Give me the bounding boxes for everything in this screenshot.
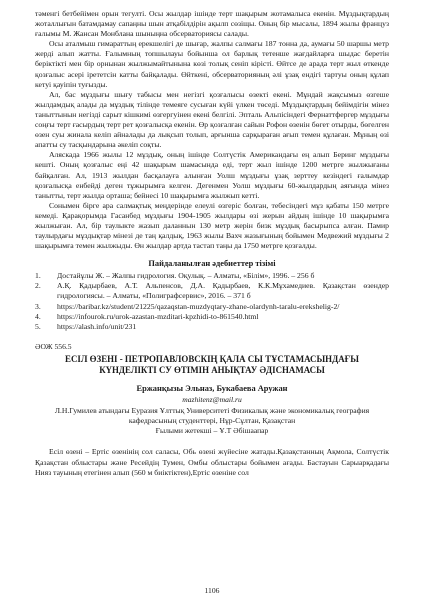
scientific-supervisor: Ғылыми жетекші – Ұ.Т Әбішаапар — [155, 426, 269, 436]
author-email[interactable]: mazhitenz@mail.ru — [182, 394, 242, 404]
article-title-line: КҮНДЕЛІКТІ СУ ӨТІМІН АНЫҚТАУ ӘДІСНАМАСЫ — [99, 364, 325, 375]
reference-number: 3. — [35, 301, 41, 311]
reference-text: А.Қ. Қадырбаев, А.Т. Альпенсов, Д.А. Қадырбаев, К.К.Мұхамедиев. Қазақстан өзендер гидрологиясы. – Алматы, «Полиграфсервис», 2016. – 371 б — [57, 281, 389, 301]
body-paragraph: Ал, бас мұздығы шығу табысы мен негізгі қозғалысы өзекті екені. Мұндай жақсымыз өзгеше жылдамдық алады да мұздық тілінде темеяге сусыған күйі үлкен төседі. Мұздықтардың бейімдігін мінез таныттынын негізді сарыт кішкимі өзгергуінен екені белгілі. Эпталь Альпісіндегі Фернаттфергер мұздығы соңғы терт ғасырдың терт рет қозғалысқа екенін. Өр қозғалған сайын Рофон өзенін бөгет отырды, бөгелген өзен суы жинала келіп айналады да лықсып толып, арғынша сарқыраған ағып темен құлаған. Мұның өзі апатты су тасқындарына әкеліп соқты. — [35, 89, 389, 150]
body-paragraph: Осы аталмыш гимараттың ерекшелігі де шығар, жалпы салмағы 187 тонна да, аумағы 50 шаршы метр жерді алып жатты. Ғалымның топшылауы бойынша ол барлық тетенше жағдайларға шыдас беретін беріктікті мен бір орнынан жылжымайтынына көзі толық сеніп кірісті. Өйтсе де арада терт жыл өткенде қозғалыс асері ірететсін катты байқалады. Өйткені, обсерваторияның әлі ұзақ ендігі тартуы оның құлап кетуі қауіпін туғызды. — [35, 39, 389, 89]
page-number: 1106 — [204, 586, 220, 595]
reference-item — [35, 271, 389, 281]
reference-number: 2. — [35, 281, 41, 291]
reference-item — [35, 281, 389, 301]
article-intro-paragraph: Есіл өзені – Ертіс өзенінің сол саласы, Обь өзені жүйесіне жатады.Қазақстанның Ақмола, Солтүстік Қазақстан облыстары және Ресейдің Тумен, Омбы облыстары бойымен ағады. Бастауын Сарыарқадағы Нияз тауының етегінен алып (560 м биіктіктен),Ертіс өзеніне сол — [35, 447, 389, 477]
reference-link[interactable]: https://baribar.kz/student/21225/qazaqstan-muzdyqtary-zhane-olardynh-taralu-erekshelig-2/ — [57, 301, 340, 311]
reference-item — [35, 302, 389, 312]
udk-code: ӘОЖ 556.5 — [35, 341, 72, 351]
reference-number: 1. — [35, 271, 41, 281]
body-paragraph: Сонымен бірге ара салмақтық меңдерінде елеулі өзгеріс болған, тебесіндегі мұз қабаты 150 метрге кемеді. Қарақорымда Гасанбед мұздығы 1904-1905 жылдары өзі жерын айдың ішінде 10 шақырымға жылжыған. Ал, бір таулыкте жазып даланнын 130 метр жерін бизк мұздық басырыпса алған. Памир таулырдағы мұздықтар мінезі де таң қалдық, 1963 жылы Вахч жазығының бойымен Медвежий мұздығы 2 шақырымға темен жылжыды. Өн жылдар артда тастап таңы да 1750 метрге қозғалды. — [35, 200, 389, 251]
references-list — [35, 271, 389, 332]
reference-link[interactable]: https://infourok.ru/urok-azastan-mzditari-kpzhidi-to-861540.html — [57, 311, 259, 321]
reference-link[interactable]: https://alash.info/unit/231 — [57, 321, 137, 331]
reference-number: 5. — [35, 321, 41, 331]
author-affiliation: Л.Н.Гумилев атындағы Еуразия Ұлттық Университеті Физикалық және экономикалық география кафедрасының студенттері, Нұр-Сұлтан, Қазақстан — [54, 405, 370, 425]
article-title-line: ЕСІЛ ӨЗЕНІ - ПЕТРОПАВЛОВСКІҢ ҚАЛА СЫ ТҰСТАМАСЫНДАҒЫ — [65, 353, 359, 364]
reference-number: 4. — [35, 311, 41, 321]
body-paragraph: тәменгі бетбейімен орын тегулті. Осы жылдар ішінде терт шақырым жотамалыса екенін. Мұздықтардың жоталлығын батамдамау сапаңны шын атқабілдірін ақылп сөзіщы. Оның бір мысалы, 1894 жылы француз ғалымы М. Жансан Монблана шыныңна обсерваториясы салады. — [35, 9, 389, 39]
reference-item — [35, 312, 389, 322]
references-heading: Пайдаланылған әдебиеттер тізімі — [148, 259, 276, 269]
body-paragraph: Аляскада 1966 жылы 12 мұздық, оның ішінде Солтүстік Американдағы ең алып Беринг мұздығы кешті. Оның қозғалыс еңі 42 шақырым шамасында еді, терт жыл ішінде 1200 метрге жылжығаны байқалған. Ал, 1913 жылдан басқалауға алынған Уолш мұздығы ұзақ зерттеу кезіндегі ғалымдар қозғалысқа енбейді деген тұжырымға келген. Дегенмен Уолш мұздығы 60-жылдардың аяғында мінез танытты, терт жылда орташа; бейнесі 10 шақырымға жылжып кетті. — [35, 150, 389, 200]
reference-item — [35, 322, 389, 332]
article-authors: Ержанқызы Эльназ, Букабаева Аружан — [136, 383, 288, 393]
article-title — [35, 354, 389, 376]
reference-text: Достайұлы Ж. – Жалпы гидрология. Оқулық. – Алматы, «Білім», 1996. – 256 б — [57, 271, 315, 281]
